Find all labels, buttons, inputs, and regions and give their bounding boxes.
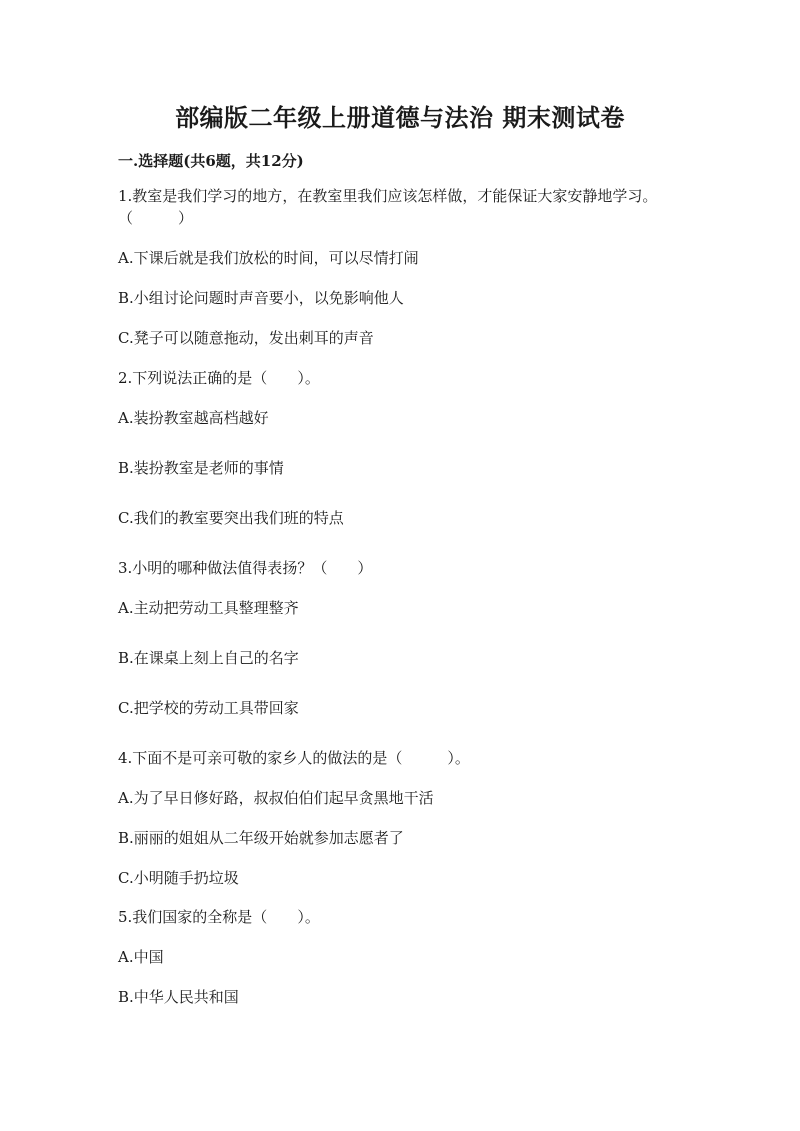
question-stem: 3.小明的哪种做法值得表扬？（ ） (118, 559, 373, 577)
option-b: B.丽丽的姐姐从二年级开始就参加志愿者了 (118, 829, 404, 847)
option-c: C.凳子可以随意拖动，发出刺耳的声音 (118, 329, 374, 347)
question-stem: 4.下面不是可亲可敬的家乡人的做法的是（ ）。 (118, 749, 470, 767)
option-c: C.把学校的劳动工具带回家 (118, 699, 299, 717)
section-heading: 一.选择题(共6题，共12分) (118, 152, 304, 170)
option-a: A.中国 (118, 948, 164, 966)
option-c: C.我们的教室要突出我们班的特点 (118, 509, 344, 527)
option-a: A.下课后就是我们放松的时间，可以尽情打闹 (118, 249, 419, 267)
option-a: A.主动把劳动工具整理整齐 (118, 599, 299, 617)
option-b: B.在课桌上刻上自己的名字 (118, 649, 299, 667)
question-stem: 5.我们国家的全称是（ ）。 (118, 908, 320, 926)
page-title: 部编版二年级上册道德与法治 期末测试卷 (175, 103, 625, 132)
option-b: B.装扮教室是老师的事情 (118, 459, 284, 477)
option-b: B.小组讨论问题时声音要小，以免影响他人 (118, 289, 404, 307)
question-stem: 1.教室是我们学习的地方，在教室里我们应该怎样做，才能保证大家安静地学习。（ ） (118, 187, 658, 227)
option-a: A.装扮教室越高档越好 (118, 409, 269, 427)
question-stem: 2.下列说法正确的是（ ）。 (118, 369, 320, 387)
option-b: B.中华人民共和国 (118, 988, 239, 1006)
option-a: A.为了早日修好路，叔叔伯伯们起早贪黑地干活 (118, 789, 434, 807)
option-c: C.小明随手扔垃圾 (118, 869, 239, 887)
